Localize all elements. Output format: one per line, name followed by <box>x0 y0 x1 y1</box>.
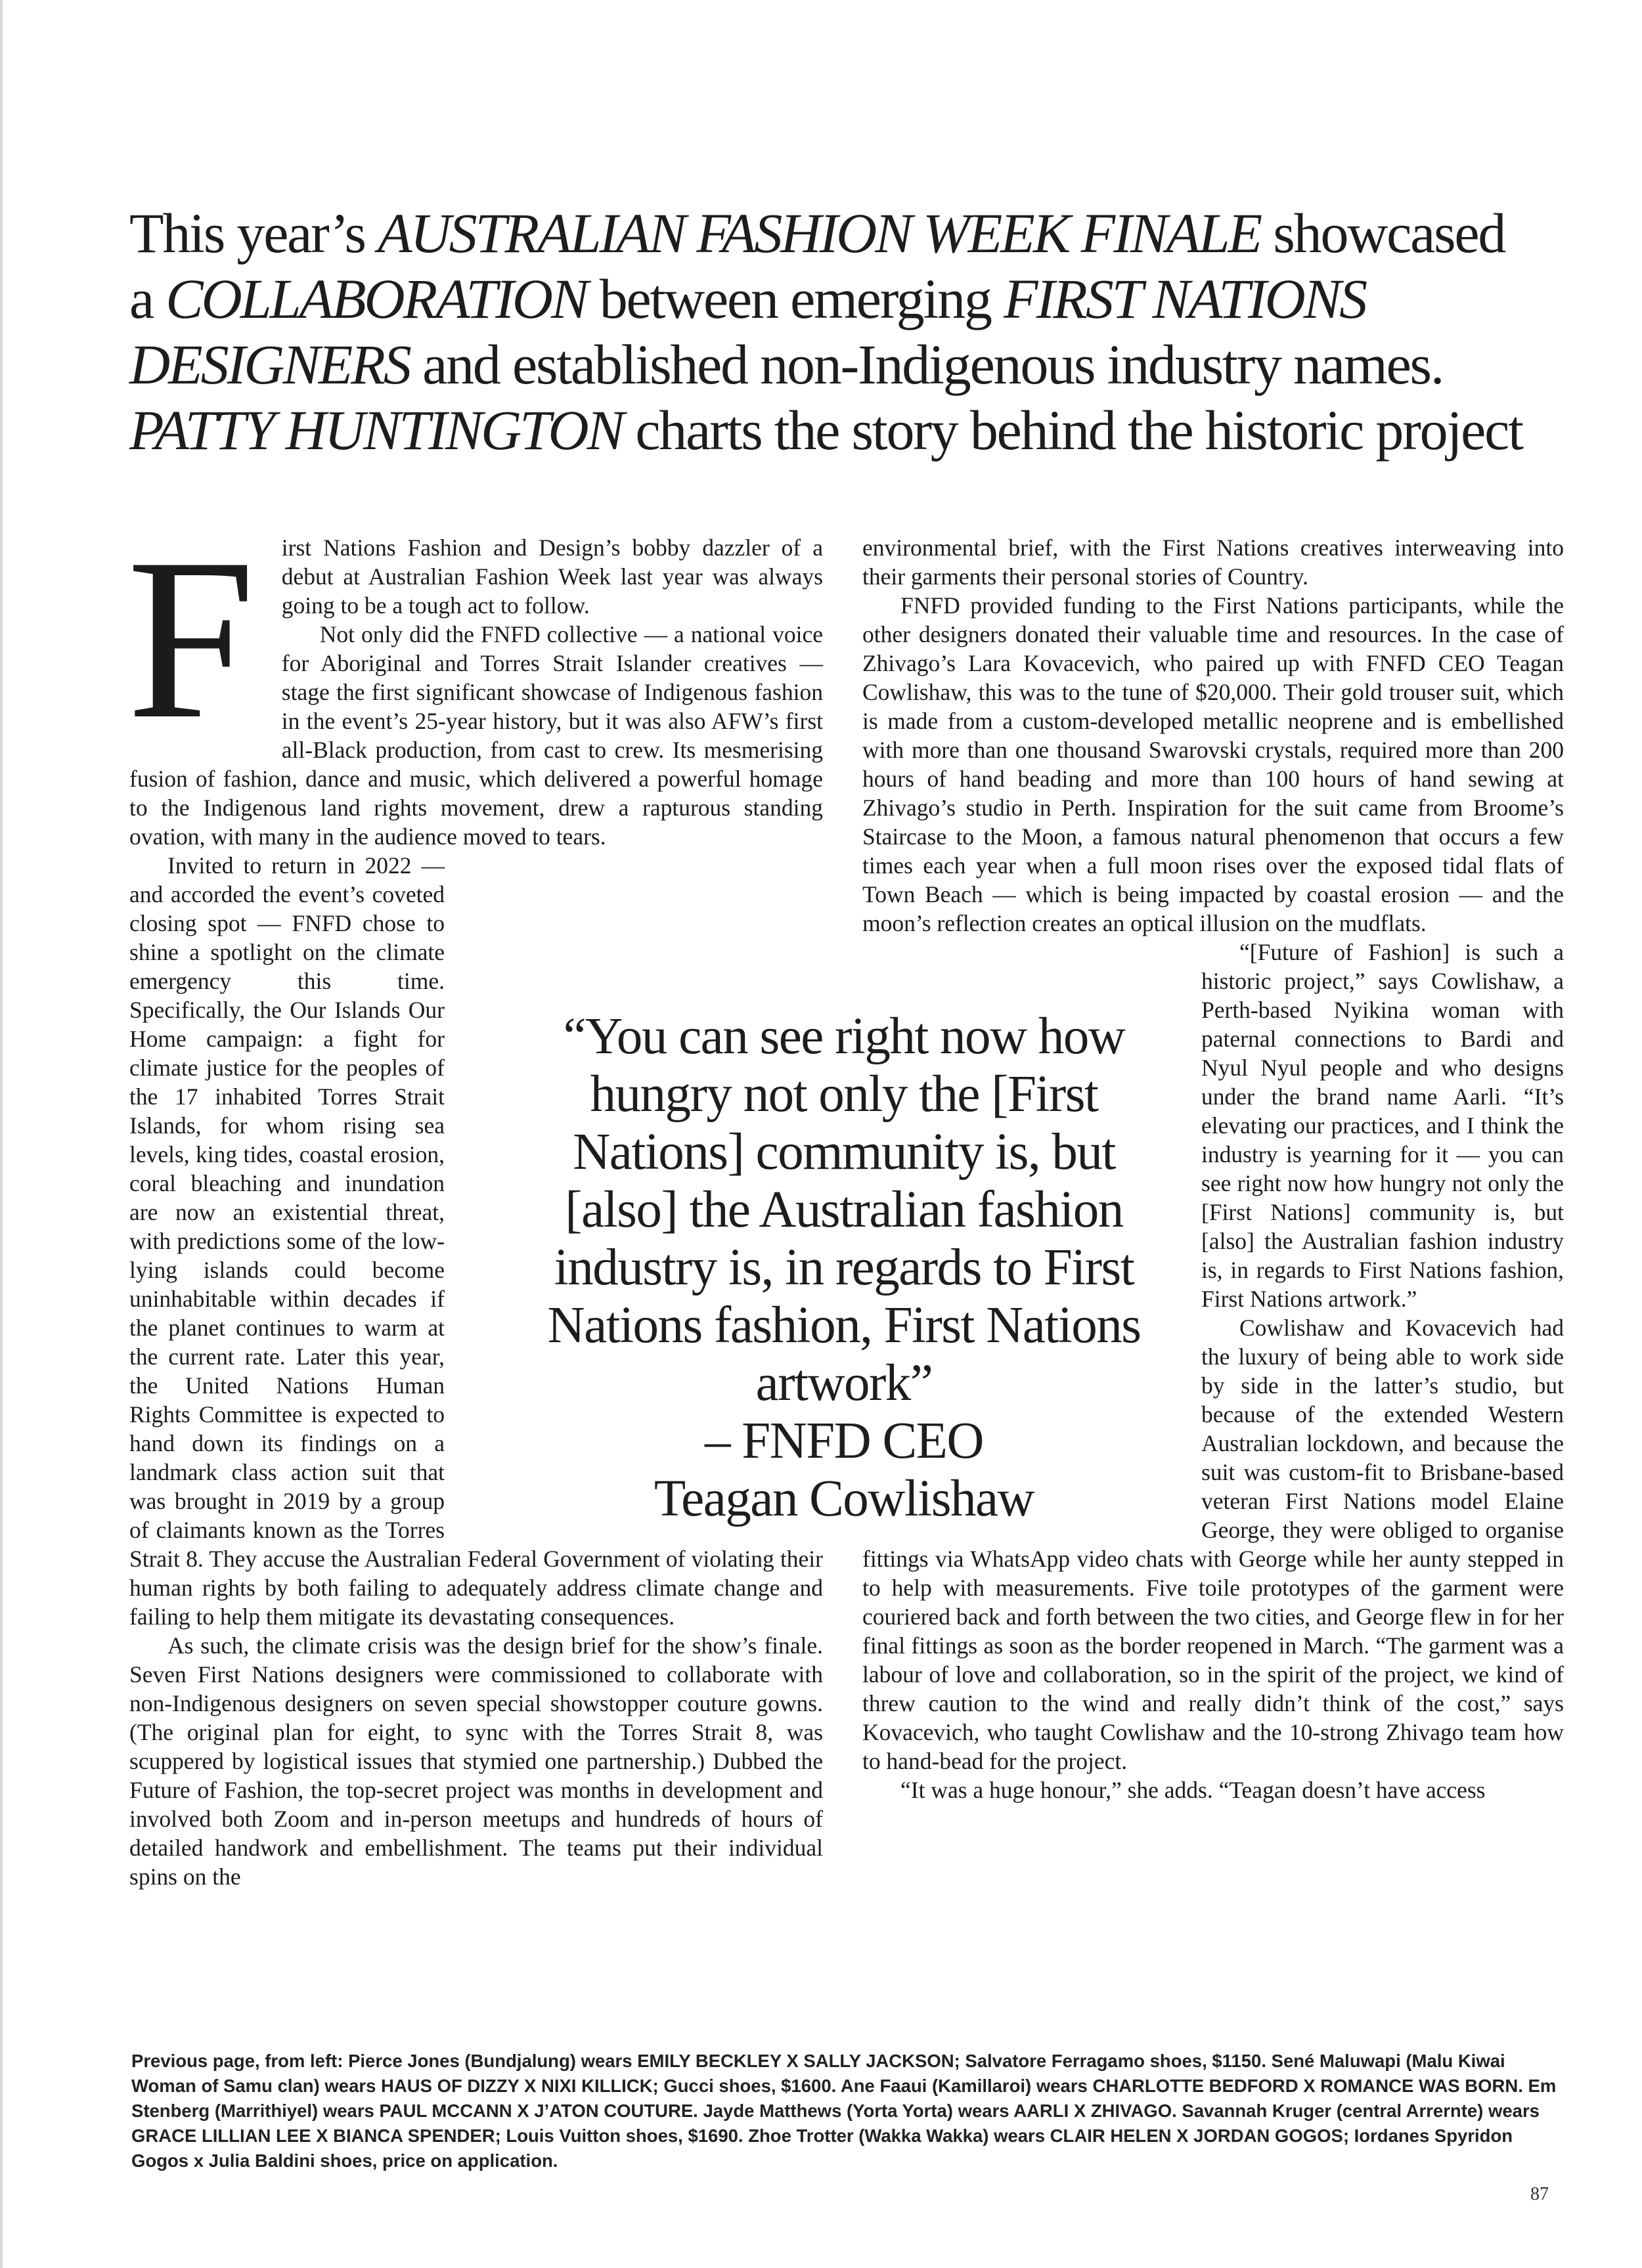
page-number: 87 <box>1530 2184 1549 2204</box>
body-paragraph: Cowlishaw and Kovacevich had the luxury of being able to work side by side in the latter’s studio, but because of the extended Western Australian lockdown, and because the suit was custom-fit to Brisbane-based veteran First Nations model Elaine George, they were obliged to organise fittings via WhatsApp video chats with George while her aunty stepped in to help with measurements. Five toile prototypes of the garment were couriered back and forth between the two cities, and George flew in for her final fittings as soon as the border reopened in March. “The garment was a labour of love and collaboration, so in the spirit of the project, we kind of threw caution to the wind and really didn’t think of the cost,” says Kovacevich, who taught Cowlishaw and the 10-strong Zhivago team how to hand-bead for the project. <box>862 1315 1564 1774</box>
standfirst-text: a <box>129 267 166 330</box>
body-paragraph: Not only did the FNFD collective — a national voice for Aboriginal and Torres Strait Islander creatives — stage the first significant showcase of Indigenous fashion in the event’s 25-year history, but it was also AFW’s first all-Black production, from cast to crew. Its mesmerising fusion of fashion, dance and music, which delivered a powerful homage to the Indigenous land rights movement, drew a rapturous standing ovation, with many in the audience moved to tears. <box>129 621 823 850</box>
standfirst-emphasis: COLLABORATION <box>166 267 587 330</box>
standfirst-text: showcased <box>1260 202 1505 265</box>
body-paragraph: irst Nations Fashion and Design’s bobby dazzler of a debut at Australian Fashion Week last year was always going to be a tough act to follow. <box>281 534 823 619</box>
pull-quote-attribution <box>529 1412 1159 1528</box>
photo-caption: Previous page, from left: Pierce Jones (Bundjalung) wears EMILY BECKLEY X SALLY JACKSON; Salvatore Ferragamo shoes, $1150. Sené Maluwapi (Malu Kiwai Woman of Samu clan) wears HAUS OF DIZZY X NIXI KILLICK; Gucci shoes, $1600. Ane Faaui (Kamillaroi) wears CHARLOTTE BEDFORD X ROMANCE WAS BORN. Em Stenberg (Marrithiyel) wears PAUL MCCANN X J’ATON COUTURE. Jayde Matthews (Yorta Yorta) wears AARLI X ZHIVAGO. Savannah Kruger (central Arrernte) wears GRACE LILLIAN LEE X BIANCA SPENDER; Louis Vuitton shoes, $1690. Zhoe Trotter (Wakka Wakka) wears CLAIR HELEN X JORDAN GOGOS; Iordanes Spyridon Gogos x Julia Baldini shoes, price on application. <box>131 2051 1557 2171</box>
standfirst <box>129 200 1528 463</box>
standfirst-text: charts the story behind the historic project <box>623 399 1522 462</box>
body-paragraph: “It was a huge honour,” she adds. “Teagan doesn’t have access <box>900 1777 1486 1803</box>
standfirst-emphasis: FIRST NATIONS <box>1004 267 1366 330</box>
pull-quote <box>529 1008 1159 1528</box>
standfirst-line-2 <box>129 266 1528 332</box>
pull-quote-text: “You can see right now how hungry not only the [First Nations] community is, but [also] the Australian fashion industry is, in regards to First Nations fashion, First Nations artwork” <box>547 1008 1141 1412</box>
standfirst-byline: PATTY HUNTINGTON <box>129 399 623 462</box>
standfirst-line-3 <box>129 332 1528 397</box>
page-edge <box>0 0 3 2268</box>
body-paragraph: As such, the climate crisis was the design brief for the show’s finale. Seven First Nations designers were commissioned to collaborate with non-Indigenous designers on seven special showstopper couture gowns. (The original plan for eight, to sync with the Torres Strait 8, was scuppered by logistical issues that stymied one partnership.) Dubbed the Future of Fashion, the top-secret project was months in development and involved both Zoom and in-person meetups and hundreds of hours of detailed handwork and embellishment. The teams put their individual spins on the <box>129 1632 823 1890</box>
body-paragraph: environmental brief, with the First Nations creatives interweaving into their garments their personal stories of Country. <box>862 534 1564 590</box>
body-paragraph: Invited to return in 2022 — and accorded the event’s coveted closing spot — FNFD chose to shine a spotlight on the climate emergency this time. Specifically, the Our Islands Our Home campaign: a fight for climate justice for the peoples of the 17 inhabited Torres Strait Islands, for whom rising sea levels, king tides, coastal erosion, coral bleaching and inundation are now an existential threat, with predictions some of the low-lying islands could become uninhabitable within decades if the planet continues to warm at the current rate. Later this year, the United Nations Human Rights Committee is expected to hand down its findings on a landmark class action suit that was brought in 2019 by a group of claimants known as the Torres Strait 8. They accuse the Australian Federal Government of violating their human rights by both failing to adequately address climate change and failing to help them mitigate its devastating consequences. <box>129 852 823 1630</box>
standfirst-text: and established non-Indigenous industry names. <box>409 333 1444 396</box>
standfirst-emphasis: DESIGNERS <box>129 333 410 396</box>
standfirst-line-1 <box>129 200 1528 266</box>
drop-cap: F <box>127 511 255 767</box>
pull-quote-attribution-name: Teagan Cowlishaw <box>654 1470 1034 1527</box>
standfirst-text: This year’s <box>129 202 378 265</box>
standfirst-line-4 <box>129 397 1528 463</box>
standfirst-text: between emerging <box>587 267 1004 330</box>
body-paragraph: FNFD provided funding to the First Nations participants, while the other designers donated their valuable time and resources. In the case of Zhivago’s Lara Kovacevich, who paired up with FNFD CEO Teagan Cowlishaw, this was to the tune of $20,000. Their gold trouser suit, which is made from a custom-developed metallic neoprene and is embellished with more than one thousand Swarovski crystals, required more than 200 hours of hand beading and more than 100 hours of hand sewing at Zhivago’s studio in Perth. Inspiration for the suit came from Broome’s Staircase to the Moon, a famous natural phenomenon that occurs a few times each year when a full moon rises over the exposed tidal flats of Town Beach — which is being impacted by coastal erosion — and the moon’s reflection creates an optical illusion on the mudflats. <box>862 592 1564 936</box>
pull-quote-attribution-title: – FNFD CEO <box>705 1412 983 1470</box>
body-paragraph: “[Future of Fashion] is such a historic project,” says Cowlishaw, a Perth-based Nyikina woman with paternal connections to Bardi and Nyul Nyul people and who designs under the brand name Aarli. “It’s elevating our practices, and I think the industry is yearning for it — you can see right now how hungry not only the [First Nations] community is, but [also] the Australian fashion industry is, in regards to First Nations fashion, First Nations artwork.” <box>1201 939 1564 1312</box>
standfirst-emphasis: AUSTRALIAN FASHION WEEK FINALE <box>378 202 1261 265</box>
